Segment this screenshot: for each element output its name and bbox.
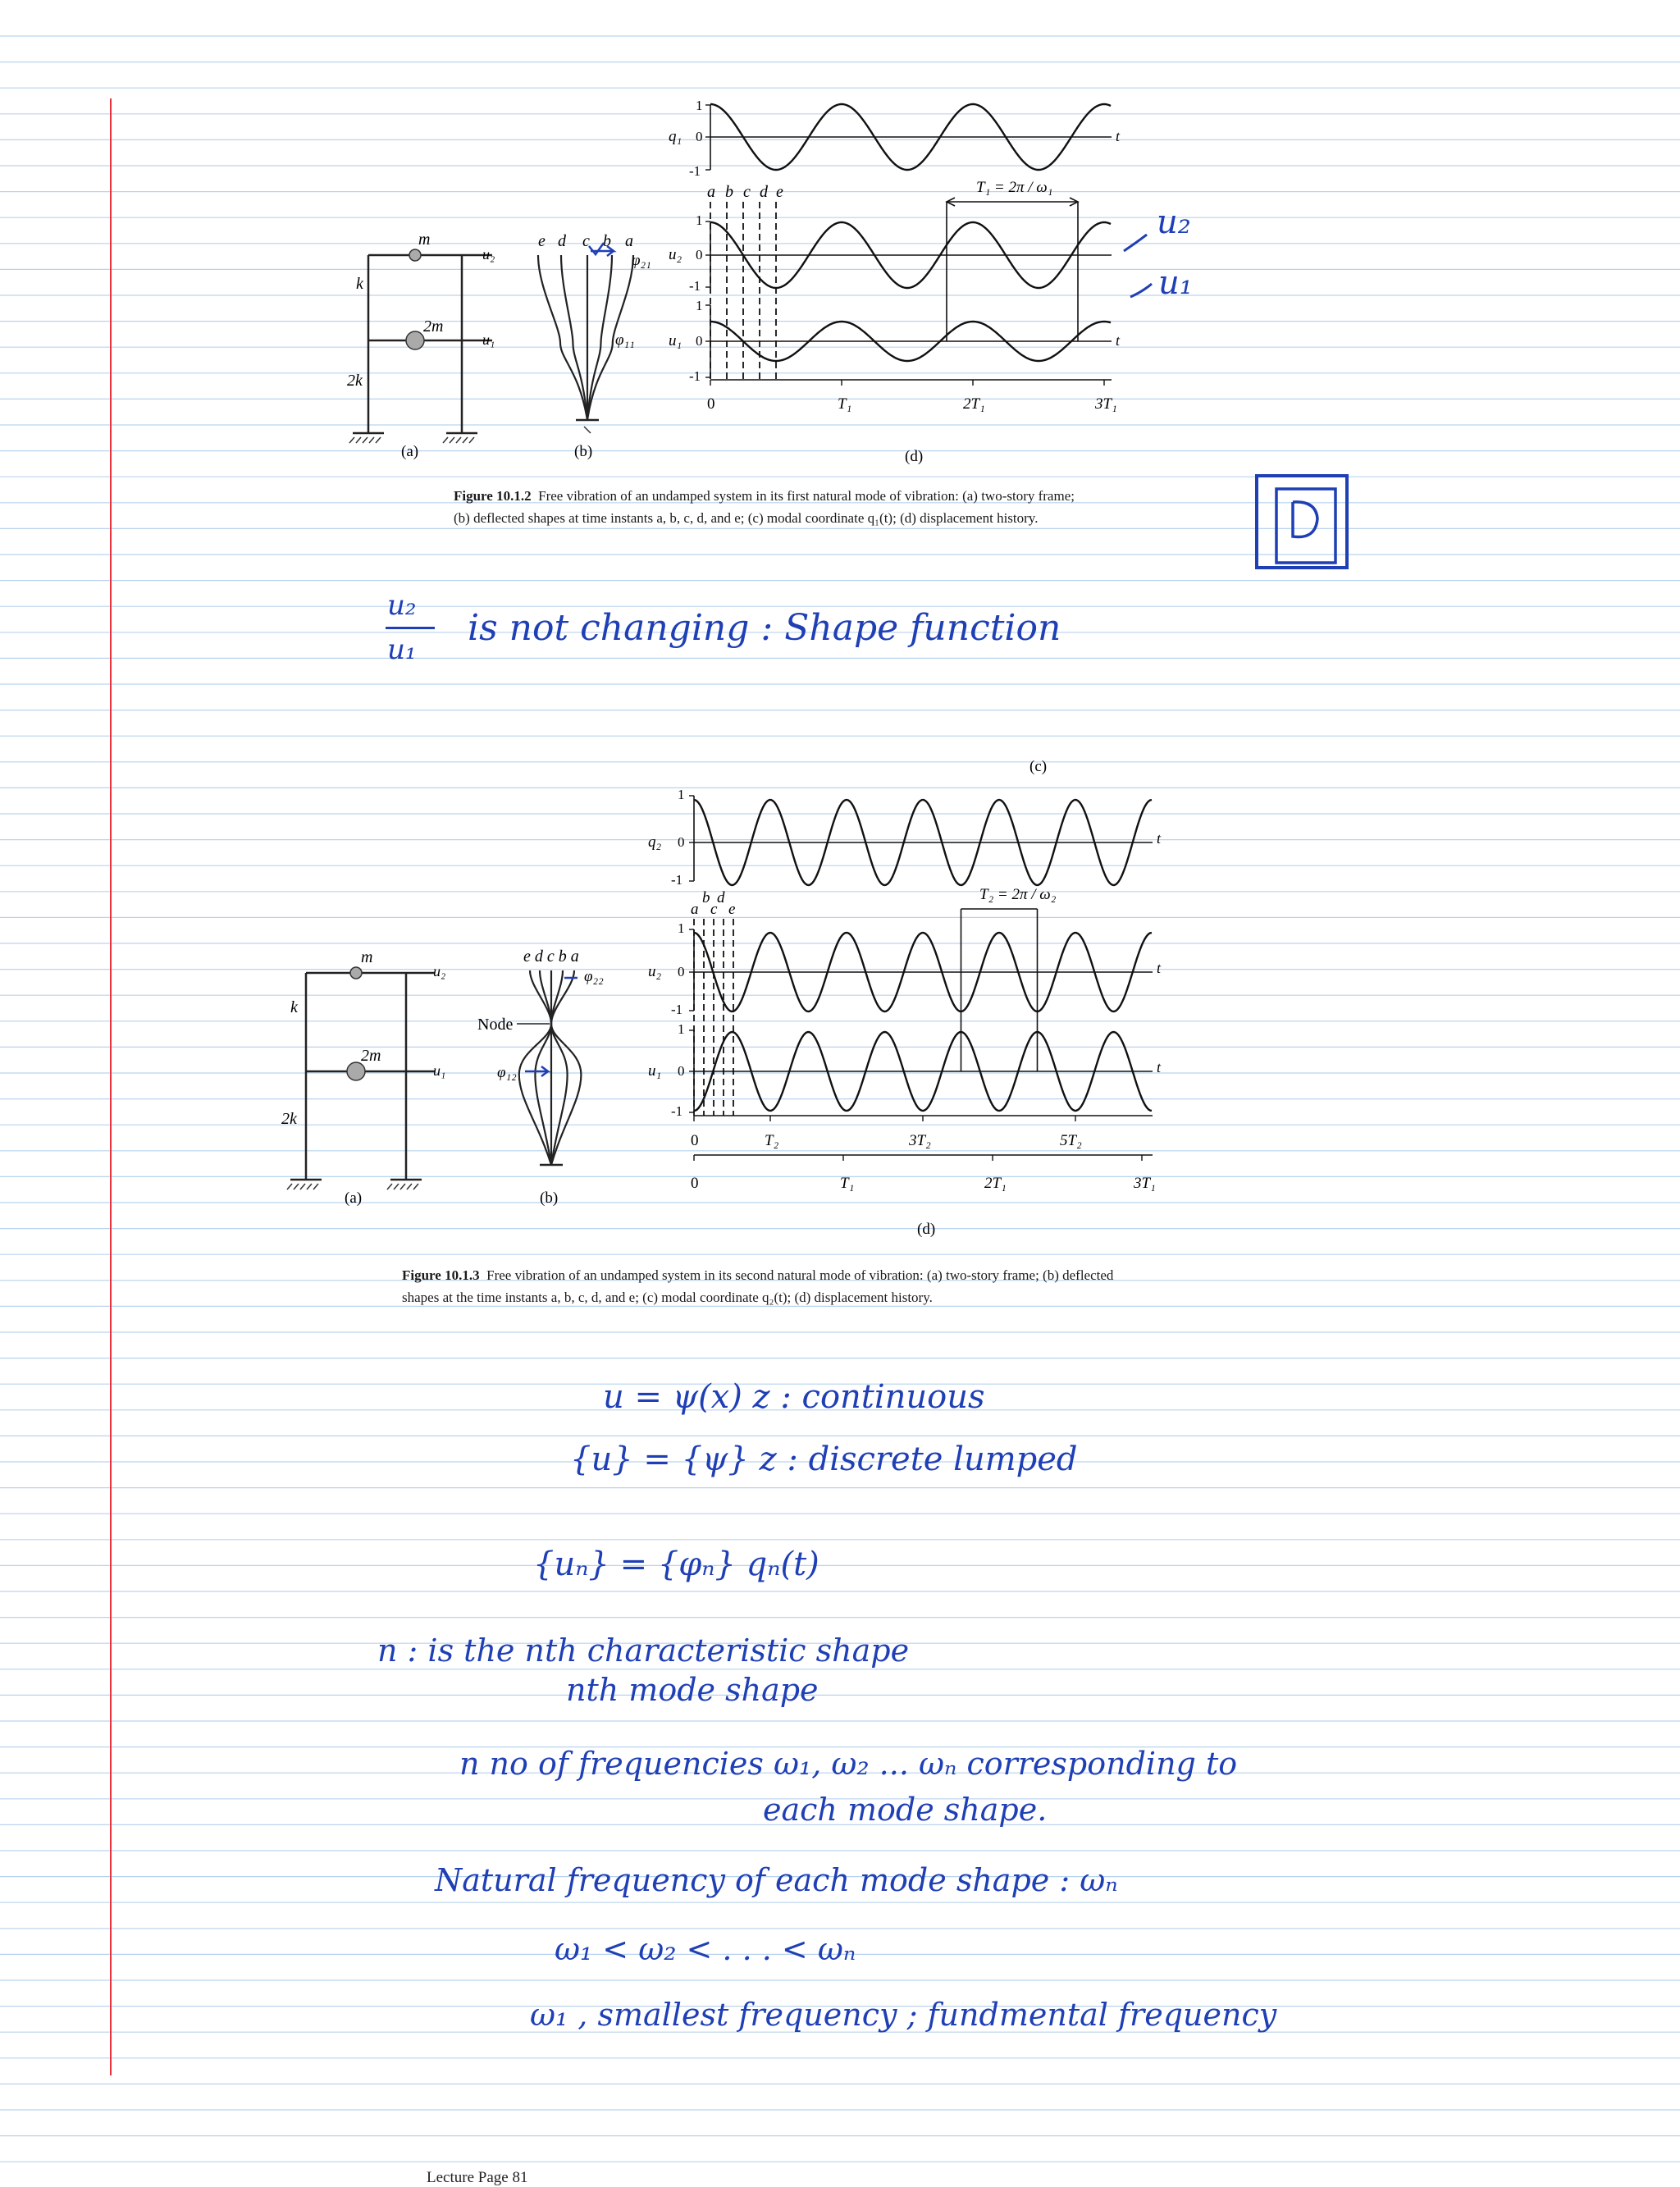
tick2-neg1-q2: -1 [671, 872, 683, 888]
mass-m [409, 249, 421, 261]
tick-0-u2: 0 [696, 247, 703, 263]
t2-label-u1: t [1157, 1059, 1162, 1075]
mode2-time-histories [689, 796, 1153, 1161]
time-tick-t1: T₁ [838, 395, 852, 413]
figure-10-1-3 [0, 738, 1680, 1329]
panel2-label-d: (d) [917, 1221, 936, 1238]
mode1-time-histories [705, 104, 1112, 386]
hand-drawn-square-symbol [1247, 464, 1362, 587]
phi-12-label: φ₁₂ [497, 1064, 517, 1081]
time2-tick-t2: T₂ [765, 1132, 779, 1149]
frame2-label-m: m [361, 948, 373, 966]
axis2-label-u1: u₁ [648, 1062, 662, 1080]
caption2-body: Free vibration of an undamped system in its second natural mode of vibration: (a) two-story frame; (b) deflected shapes at the time instants a, b, c, d, and e; (c) modal coordinate q₂(t); (d) displacement history. [402, 1267, 1114, 1305]
panel-label-b: (b) [574, 443, 593, 460]
instant-e: e [776, 183, 783, 201]
tick-0-u1: 0 [696, 333, 703, 349]
margin-note-u1: u₁ [1158, 264, 1193, 302]
check-mark-u1 [1130, 284, 1152, 297]
frame2-label-2m: 2m [361, 1047, 381, 1065]
shape-label-c: c [582, 232, 590, 250]
phi-21-annotation-mark [589, 243, 604, 254]
tick-1-u2: 1 [696, 212, 703, 228]
figure-10-1-2-caption [454, 485, 1093, 529]
note-mode-shape: nth mode shape [566, 1672, 819, 1708]
time2-tick-3t1: 3T₁ [1134, 1175, 1156, 1192]
node-label: Node [477, 1016, 514, 1034]
instant2-d: d [717, 889, 725, 906]
note-natural-frequency: Natural frequency of each mode shape : ωₙ [435, 1862, 1118, 1898]
phi-22-label: φ₂₂ [584, 968, 604, 985]
deflected-shape-line [561, 255, 587, 420]
frame-label-2m: 2m [423, 317, 444, 336]
note-frequencies: n no of frequencies ω₁, ω₂ ... ωₙ corresponding to [459, 1746, 1238, 1782]
time2-tick-0b: 0 [691, 1175, 699, 1192]
instant2-e: e [728, 901, 736, 918]
time-tick-2t1: 2T₁ [963, 395, 985, 413]
t-label-q1: t [1116, 128, 1121, 144]
ratio-denominator: u₁ [387, 633, 417, 666]
tick-neg1-u2: -1 [689, 278, 701, 294]
panel-label-a: (a) [401, 443, 419, 460]
note-modal-expansion: {uₙ} = {φₙ} qₙ(t) [533, 1546, 819, 1583]
tick-1-u1: 1 [696, 298, 703, 313]
ratio-bar [386, 627, 435, 629]
panel2-label-b: (b) [540, 1189, 559, 1207]
margin-note-u2: u₂ [1157, 203, 1191, 241]
frame2-label-k: k [290, 998, 298, 1016]
frame-label-u1: u₁ [482, 331, 495, 348]
panel2-label-a: (a) [345, 1189, 363, 1207]
tick2-0-u1: 0 [678, 1063, 685, 1079]
note-frequency-order: ω₁ < ω₂ < . . . < ωₙ [555, 1931, 856, 1967]
time-tick-0: 0 [707, 395, 715, 413]
phi-11-label: φ₁₁ [615, 331, 635, 349]
t2-label-q2: t [1157, 830, 1162, 847]
axis-label-u1: u₁ [669, 332, 682, 349]
shape-label-e: e [538, 232, 546, 250]
frame-label-2k: 2k [347, 372, 363, 390]
note-fundamental-frequency: ω₁ , smallest frequency ; fundmental frequency [530, 1997, 1277, 2033]
note-characteristic-shape: n : is the nth characteristic shape [377, 1632, 910, 1669]
tick2-0-u2: 0 [678, 964, 685, 979]
instant-a: a [707, 183, 715, 201]
note-each-mode-shape: each mode shape. [763, 1792, 1048, 1828]
note-shape-function: is not changing : Shape function [468, 607, 1061, 649]
instant2-b: b [702, 889, 710, 906]
tick-neg1-u1: -1 [689, 368, 701, 384]
tick-1-q1: 1 [696, 98, 703, 113]
frame2-label-2k: 2k [281, 1110, 297, 1128]
time2-tick-0a: 0 [691, 1132, 699, 1149]
deflected-shapes-mode2 [519, 970, 582, 1165]
axis-label-q2: q₂ [648, 833, 662, 851]
panel-label-d: (d) [905, 448, 924, 465]
t2-label-u2: t [1157, 960, 1162, 976]
tick2-1-u2: 1 [678, 920, 685, 936]
instant-d: d [760, 183, 768, 201]
caption2-title: Figure 10.1.3 [402, 1267, 480, 1283]
caption-title: Figure 10.1.2 [454, 488, 532, 504]
axis-label-q1: q₁ [669, 128, 682, 145]
tick2-1-u1: 1 [678, 1021, 685, 1037]
period-label-t2: T₂ = 2π / ω₂ [979, 886, 1057, 903]
time2-tick-2t1: 2T₁ [984, 1175, 1007, 1192]
note-discrete-lumped: {u} = {ψ} z : discrete lumped [570, 1440, 1078, 1478]
instant-b: b [725, 183, 733, 201]
t-label-u1: t [1116, 332, 1121, 349]
tick2-neg1-u2: -1 [671, 1002, 683, 1017]
mass-2m-mode2 [347, 1062, 365, 1080]
shape2-labels: e d c b a [523, 947, 579, 966]
time2-tick-3t2: 3T₂ [909, 1132, 931, 1149]
ratio-numerator: u₂ [387, 589, 417, 622]
axis-label-u2: u₂ [669, 246, 682, 263]
time2-tick-t1: T₁ [840, 1175, 855, 1192]
instant2-c: c [710, 901, 718, 918]
shape-label-b: b [603, 232, 611, 250]
phi-21-label: φ₂₁ [632, 252, 651, 269]
mass-m-mode2 [350, 967, 362, 979]
tick2-1-q2: 1 [678, 787, 685, 802]
note-continuous: u = ψ(x) z : continuous [603, 1378, 985, 1416]
axis2-label-u2: u₂ [648, 963, 662, 980]
check-mark-u2 [1124, 235, 1147, 251]
time-tick-3t1: 3T₁ [1095, 395, 1117, 413]
frame2-label-u1: u₁ [433, 1062, 446, 1079]
mass-2m [406, 331, 424, 349]
instant2-a: a [691, 901, 699, 918]
frame-label-u2: u₂ [482, 246, 495, 263]
tick2-neg1-u1: -1 [671, 1103, 683, 1119]
time2-tick-5t2: 5T₂ [1060, 1132, 1082, 1149]
frame2-label-u2: u₂ [433, 963, 446, 979]
tick-neg1-q1: -1 [689, 163, 701, 179]
tick-0-q1: 0 [696, 129, 703, 144]
instant-c: c [743, 183, 751, 201]
tick2-0-q2: 0 [678, 834, 685, 850]
period-label-t1: T₁ = 2π / ω₁ [976, 179, 1053, 196]
shape-label-d: d [558, 232, 566, 250]
caption-body: Free vibration of an undamped system in its first natural mode of vibration: (a) two-story frame; (b) deflected shapes at time instants a, b, c, d, and e; (c) modal coordinate q₁(t); (d) displacement history. [454, 488, 1075, 526]
deflected-shape-line [587, 255, 612, 420]
figure-10-1-3-caption [402, 1264, 1132, 1308]
lecture-page-footer: Lecture Page 81 [427, 2169, 528, 2186]
panel-label-c: (c) [1029, 758, 1048, 775]
frame-label-m: m [418, 231, 431, 249]
frame-label-k: k [356, 275, 363, 293]
shape-label-a: a [625, 232, 633, 250]
